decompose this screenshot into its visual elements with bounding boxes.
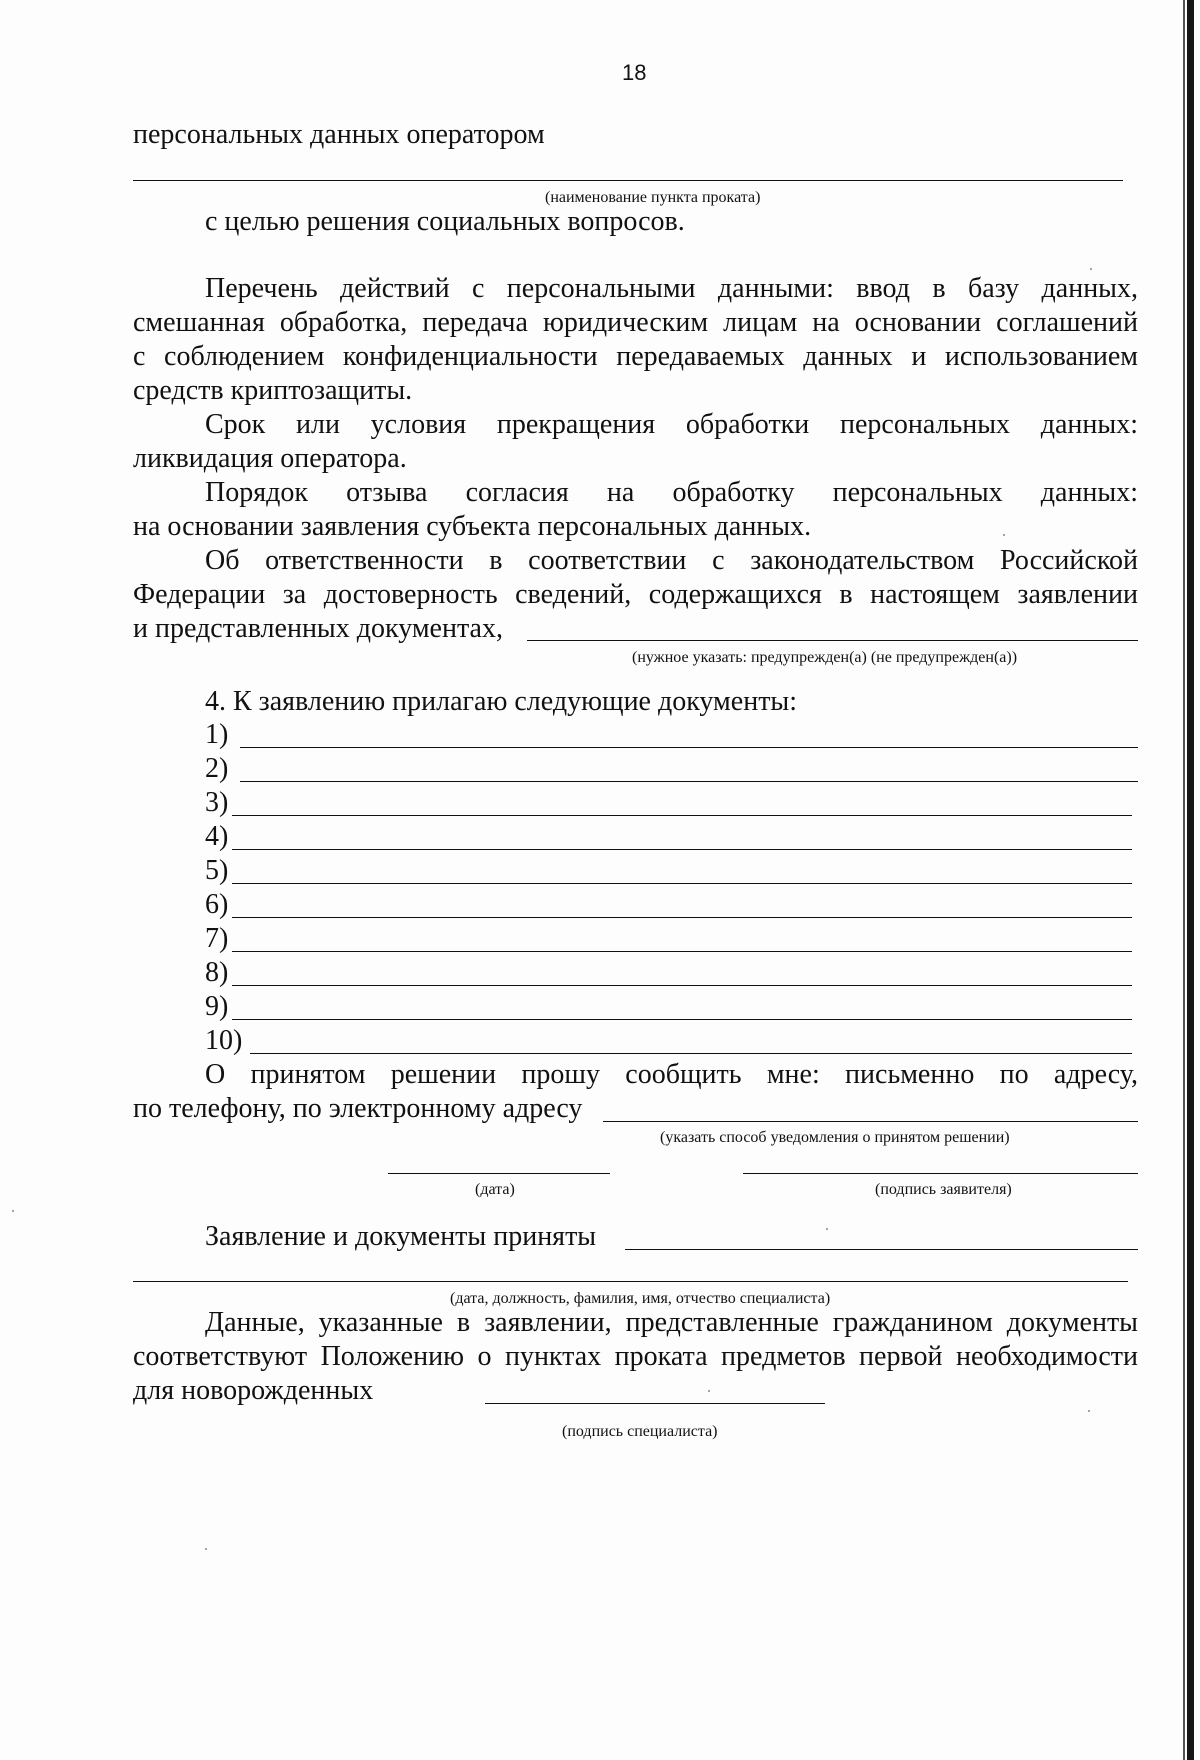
conformity-line-3: для новорожденных [133,1375,374,1406]
actions-line-4: средств криптозащиты. [133,375,413,406]
attachment-number: 10) [205,1025,243,1056]
attachment-number: 6) [205,889,229,920]
term-line-1: Срок или условия прекращения обработки персональных данных: [205,409,1138,440]
attachment-number: 8) [205,957,229,988]
rental-point-caption: (наименование пункта проката) [545,189,761,206]
notify-caption: (указать способ уведомления о принятом решении) [660,1129,1010,1146]
applicant-signature-line[interactable] [743,1173,1138,1174]
specialist-signature-caption: (подпись специалиста) [562,1423,718,1440]
attachment-number: 2) [205,753,229,784]
applicant-signature-caption: (подпись заявителя) [875,1181,1012,1198]
scan-speck [708,1390,710,1392]
attachment-line[interactable] [232,985,1132,986]
revoke-line-1: Порядок отзыва согласия на обработку персональных данных: [205,477,1138,508]
notify-line-1: О принятом решении прошу сообщить мне: письменно по адресу, [205,1059,1138,1090]
actions-line-2: смешанная обработка, передача юридическим лицам на основании соглашений [133,307,1138,338]
scan-edge [1187,0,1194,1760]
revoke-line-2: на основании заявления субъекта персональных данных. [133,511,812,542]
attachment-number: 7) [205,923,229,954]
scan-speck [1090,268,1092,270]
purpose-text: с целью решения социальных вопросов. [205,206,685,237]
scan-speck [205,1548,207,1550]
attachment-line[interactable] [232,917,1132,918]
attachment-line[interactable] [232,849,1132,850]
term-line-2: ликвидация оператора. [133,443,407,474]
attachment-number: 4) [205,821,229,852]
scan-speck [1088,1410,1090,1412]
warned-line[interactable] [527,640,1138,641]
attachment-line[interactable] [240,747,1138,748]
attachment-line[interactable] [232,951,1132,952]
operator-text: персональных данных оператором [133,119,545,150]
attachment-number: 5) [205,855,229,886]
scan-speck [826,1228,828,1230]
attachment-line[interactable] [232,883,1132,884]
responsibility-line-3: и представленных документах, [133,613,503,644]
specialist-caption: (дата, должность, фамилия, имя, отчество специалиста) [450,1290,831,1307]
rental-point-line [133,180,1123,181]
scan-speck [1003,534,1005,536]
scan-speck [12,1210,14,1212]
responsibility-line-2: Федерации за достоверность сведений, содержащихся в настоящем заявлении [133,579,1138,610]
page-number: 18 [622,60,647,85]
conformity-line-2: соответствуют Положению о пунктах проката предметов первой необходимости [133,1341,1138,1372]
date-caption: (дата) [475,1181,515,1198]
attachment-line[interactable] [250,1053,1132,1054]
actions-line-1: Перечень действий с персональными данными: ввод в базу данных, [205,273,1138,304]
conformity-line-1: Данные, указанные в заявлении, представленные гражданином документы [205,1307,1138,1338]
specialist-line[interactable] [133,1281,1128,1282]
actions-line-3: с соблюдением конфиденциальности передаваемых данных и использованием [133,341,1138,372]
attachment-number: 3) [205,787,229,818]
accepted-line[interactable] [625,1249,1138,1250]
date-line[interactable] [388,1173,610,1174]
scan-edge-inner [1183,0,1185,1760]
warned-caption: (нужное указать: предупрежден(а) (не предупрежден(а)) [632,649,1018,666]
attachment-number: 9) [205,991,229,1022]
attachments-heading: 4. К заявлению прилагаю следующие документы: [205,686,798,717]
attachment-line[interactable] [240,781,1138,782]
notify-line-2: по телефону, по электронному адресу [133,1093,583,1124]
accepted-text: Заявление и документы приняты [205,1221,597,1252]
attachment-number: 1) [205,719,229,750]
attachment-line[interactable] [232,1019,1132,1020]
notify-method-line[interactable] [603,1121,1138,1122]
specialist-signature-line[interactable] [485,1403,825,1404]
attachment-line[interactable] [232,815,1132,816]
responsibility-line-1: Об ответственности в соответствии с законодательством Российской [205,545,1138,576]
